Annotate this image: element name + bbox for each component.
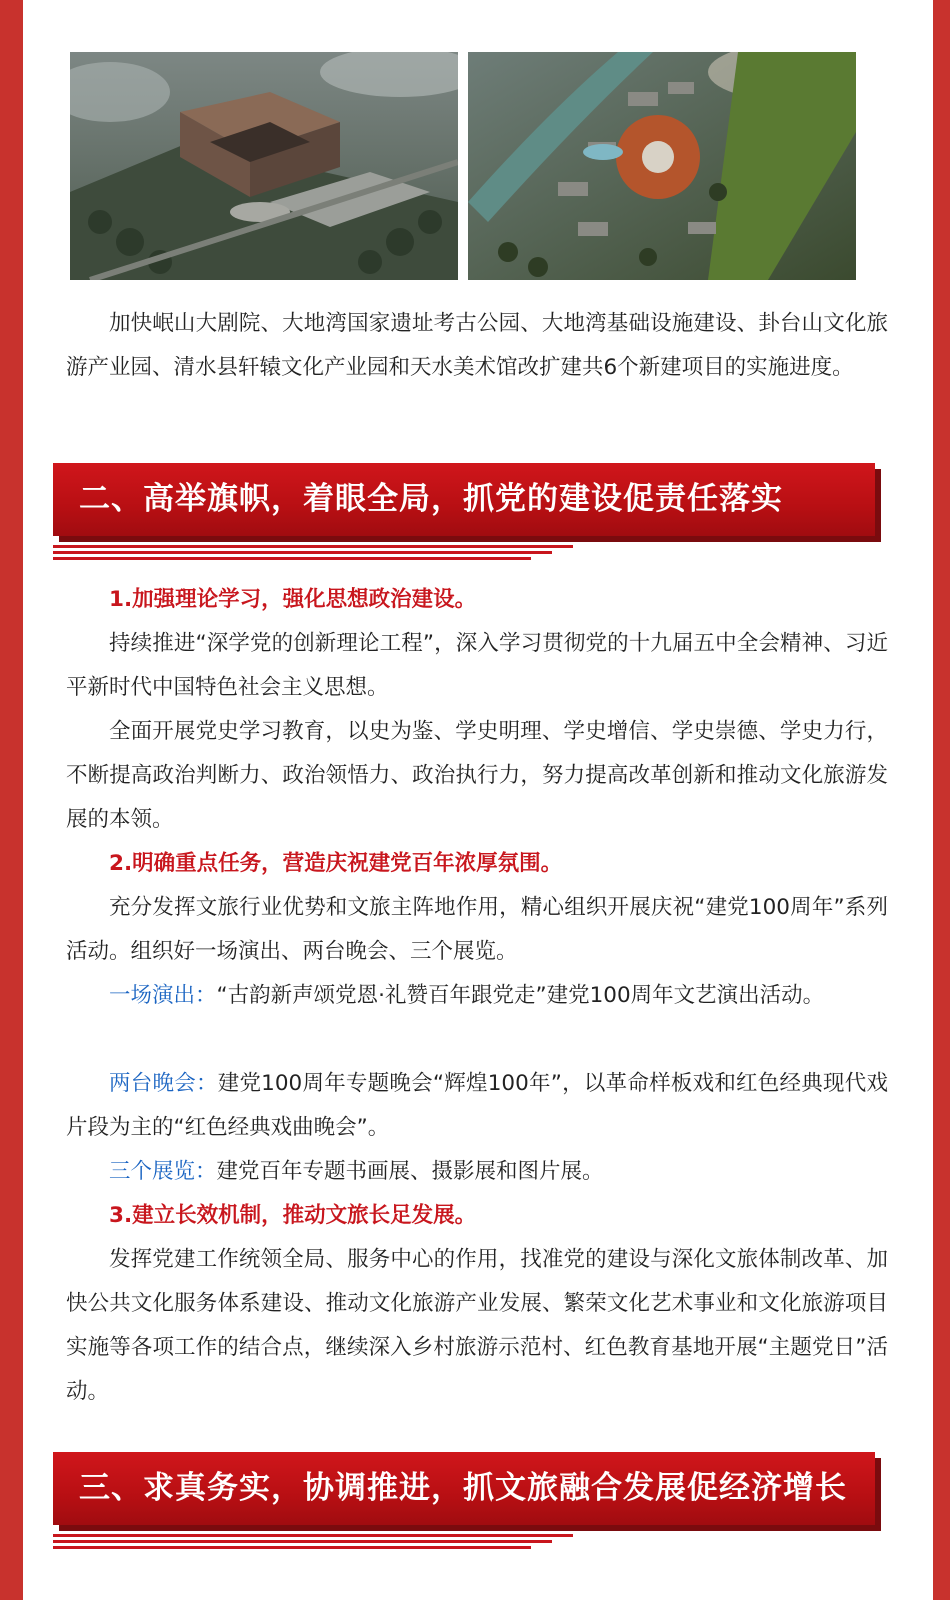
article-page [23,0,933,1600]
section-3-title: 三、求真务实，协调推进，抓文旅融合发展促经济增长 [53,1452,875,1525]
decorative-stripes [53,1534,573,1554]
item-3-paragraph-1: 发挥党建工作统领全局、服务中心的作用，找准党的建设与深化文旅体制改革、加快公共文化服务体系建设、推动文化旅游产业发展、繁荣文化艺术事业和文化旅游项目实施等各项工作的结合点，继续深入乡村旅游示范村、红色教育基地开展“主题党日”活动。 [66,1247,888,1404]
item-2-heading: 2.明确重点任务，营造庆祝建党百年浓厚氛围。 [109,851,563,876]
gala-text: 建党100周年专题晚会“辉煌100年”，以革命样板戏和红色经典现代戏片段为主的“红色经典戏曲晚会”。 [66,1071,888,1140]
show-label: 一场演出： [109,983,217,1008]
intro-paragraph: 加快岷山大剧院、大地湾国家遗址考古公园、大地湾基础设施建设、卦台山文化旅游产业园、清水县轩辕文化产业园和天水美术馆改扩建共6个新建项目的实施进度。 [66,311,888,380]
gala-label: 两台晚会： [109,1071,218,1096]
item-1-paragraph-1: 持续推进“深学党的创新理论工程”，深入学习贯彻党的十九届五中全会精神、习近平新时代中国特色社会主义思想。 [66,631,888,700]
decorative-stripes [53,545,573,565]
show-paragraph [66,974,888,1018]
section-3-header [53,1452,875,1525]
theater-aerial-rendering [70,52,458,280]
item-3-heading: 3.建立长效机制，推动文旅长足发展。 [109,1203,477,1228]
item-1-heading: 1.加强理论学习，强化思想政治建设。 [109,587,477,612]
gala-paragraph [66,1062,888,1150]
photo-row [70,52,885,280]
section-2-header [53,463,875,536]
expo-paragraph [66,1150,888,1194]
expo-label: 三个展览： [109,1159,217,1184]
park-aerial-rendering [468,52,856,280]
expo-text: 建党百年专题书画展、摄影展和图片展。 [216,1159,604,1184]
section-2-title: 二、高举旗帜，着眼全局，抓党的建设促责任落实 [53,463,875,536]
show-text: “古韵新声颂党恩·礼赞百年跟党走”建党100周年文艺演出活动。 [216,983,825,1008]
item-1-paragraph-2: 全面开展党史学习教育，以史为鉴、学史明理、学史增信、学史崇德、学史力行，不断提高政治判断力、政治领悟力、政治执行力，努力提高改革创新和推动文化旅游发展的本领。 [66,719,888,832]
item-2-paragraph-1: 充分发挥文旅行业优势和文旅主阵地作用，精心组织开展庆祝“建党100周年”系列活动。组织好一场演出、两台晚会、三个展览。 [66,895,888,964]
